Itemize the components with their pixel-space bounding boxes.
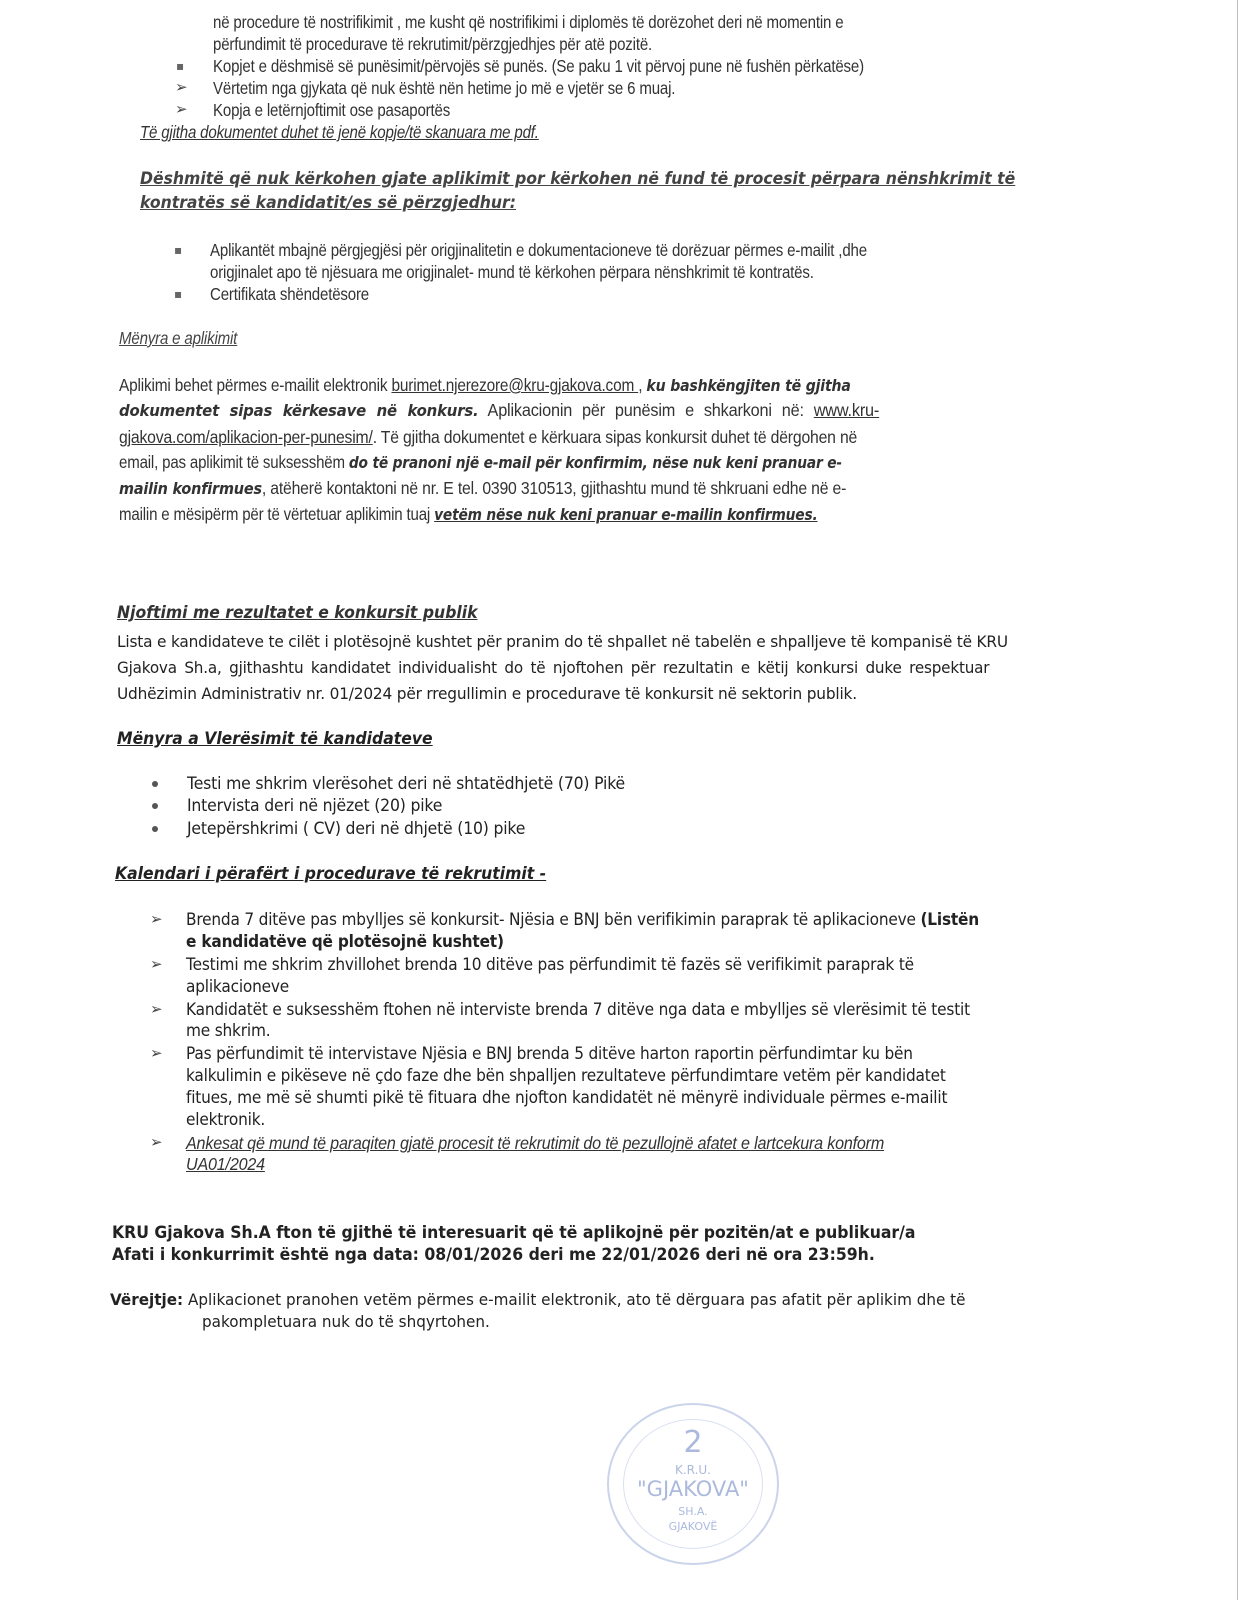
text: mailin e mësipërm për të vërtetuar aplikimin tuaj <box>119 504 435 524</box>
arrow-bullet-icon: ➢ <box>150 955 163 973</box>
list-item-continuation: e kandidatëve që plotësojnë kushtet) <box>186 932 504 951</box>
documents-note: Të gjitha dokumentet duhet të jenë kopje/të skanuara me pdf. <box>140 122 539 142</box>
section-heading: Mënyra e aplikimit <box>119 328 238 348</box>
scan-edge-line <box>1237 0 1238 1600</box>
emphasis-text: ku bashkëngjiten të gjitha <box>646 376 851 395</box>
list-item-continuation: elektronik. <box>186 1110 266 1129</box>
list-item-continuation: UA01/2024 <box>186 1154 265 1174</box>
list-item-continuation: fitues, me më së shumti pikë të fituara dhe njofton kandidatët në mënyrë individuale përmes e-mailit <box>186 1088 948 1107</box>
list-item: Kandidatët e suksesshëm ftohen në interviste brenda 7 ditëve nga data e mbylljes së vlerësimit të testit <box>186 1000 970 1019</box>
emphasis-text: (Listën <box>920 910 980 929</box>
dot-bullet-icon <box>152 781 158 787</box>
text: , <box>638 375 647 395</box>
text: , atëherë kontaktoni në nr. E tel. 0390 310513, gjithashtu mund të shkruani edhe në e- <box>261 478 847 498</box>
list-item: Aplikantët mbajnë përgjegjësi për origjinalitetin e dokumentacioneve të dorëzuar përmes e-mailit ,dhe <box>210 240 867 260</box>
section-heading: Mënyra a Vlerësimit të kandidateve <box>117 729 433 749</box>
paragraph-line <box>119 400 879 421</box>
list-item: Vërtetim nga gjykata që nuk është nën hetime jo më e vjetër se 6 muaj. <box>213 78 676 98</box>
arrow-bullet-icon: ➢ <box>150 1133 163 1151</box>
list-item: Jetepërshkrimi ( CV) deri në dhjetë (10) pike <box>187 819 526 838</box>
dot-bullet-icon <box>152 826 158 832</box>
section-heading: Njoftimi me rezultatet e konkursit publik <box>117 603 478 623</box>
application-deadline <box>112 1245 875 1264</box>
paragraph-line <box>119 478 846 499</box>
list-item: origjinalet apo të njësuara me origjinalet- mund të kërkohen përpara nënshkrimit të kontratës. <box>210 262 814 282</box>
paragraph-line: Gjakova Sh.a, gjithashtu kandidatet individualisht do të njoftohen për rezultatin e këtij konkursi duke respektuar <box>117 658 990 677</box>
list-item: Testimi me shkrim zhvillohet brenda 10 ditëve pas përfundimit të fazës së verifikimit paraprak të <box>186 955 914 974</box>
stamp-text: "GJAKOVA" <box>637 1477 749 1501</box>
list-item: Ankesat që mund të paraqiten gjatë procesit të rekrutimit do të pezullojnë afatet e lartcekura konform <box>186 1133 885 1153</box>
arrow-bullet-icon: ➢ <box>175 100 188 118</box>
paragraph-line <box>119 504 818 525</box>
dot-bullet-icon <box>152 803 158 809</box>
list-item-continuation: me shkrim. <box>186 1021 271 1040</box>
text: deri me <box>523 1245 602 1264</box>
arrow-bullet-icon: ➢ <box>150 910 163 928</box>
paragraph-line <box>119 427 857 448</box>
square-bullet-icon: ▪ <box>176 59 185 73</box>
text: . Të gjitha dokumentet e kërkuara sipas konkursit duhet të dërgohen në <box>372 427 858 447</box>
text: Aplikacionin për punësim e shkarkoni në: <box>478 400 814 420</box>
list-item: Certifikata shëndetësore <box>210 284 370 304</box>
date-to: 22/01/2026 <box>601 1245 701 1264</box>
text: email, pas aplikimit të suksesshëm <box>119 452 349 472</box>
paragraph-line <box>119 452 842 473</box>
list-item: Intervista deri në njëzet (20) pike <box>187 796 443 815</box>
list-item-continuation: kalkulimin e pikëseve në çdo faze dhe bën shpalljen rezultateve përfundimtare vetëm për kandidatet <box>186 1066 946 1085</box>
email-link[interactable]: burimet.njerezore@kru-gjakova.com <box>391 375 639 395</box>
text: Afati i konkurrimit është nga data: <box>112 1245 425 1264</box>
date-from: 08/01/2026 <box>424 1245 524 1264</box>
list-item: Kopja e letërnjoftimit ose pasaportës <box>213 100 451 120</box>
remark-label: Vërejtje: <box>110 1290 184 1309</box>
text: Brenda 7 ditëve pas mbylljes së konkursit- Njësia e BNJ bën verifikimin paraprak të aplikacioneve <box>186 910 921 929</box>
square-bullet-icon: ▪ <box>174 287 183 301</box>
stamp-number: 2 <box>683 1425 703 1460</box>
emphasis-text: dokumentet sipas kërkesave në konkurs. <box>119 401 479 420</box>
stamp-text: SH.A. <box>678 1505 708 1518</box>
company-stamp <box>607 1403 779 1565</box>
list-item: Pas përfundimit të intervistave Njësia e BNJ brenda 5 ditëve harton raportin përfundimtar ku bën <box>186 1044 913 1063</box>
list-item: Kopjet e dëshmisë së punësimit/përvojës së punës. (Se paku 1 vit përvoj pune në fushën përkatëse) <box>213 56 864 76</box>
section-heading: Dëshmitë që nuk kërkohen gjate aplikimit por kërkohen në fund të procesit përpara nënshkrimit të <box>140 169 1016 189</box>
text: Aplikimi behet përmes e-mailit elektronik <box>119 375 392 395</box>
arrow-bullet-icon: ➢ <box>150 1044 163 1062</box>
emphasis-text: mailin konfirmues <box>119 479 262 498</box>
emphasis-text: vetëm nëse nuk keni pranuar e-mailin konfirmues. <box>434 505 818 524</box>
stamp-text: GJAKOVË <box>668 1520 718 1533</box>
remark-line: pakompletuara nuk do të shqyrtohen. <box>202 1312 490 1331</box>
website-link[interactable]: www.kru- <box>813 400 880 420</box>
emphasis-text: do të pranoni një e-mail për konfirmim, nëse nuk keni pranuar e- <box>348 453 842 472</box>
paragraph-line: Udhëzimin Administrativ nr. 01/2024 për rregullimin e procedurave të konkursit në sektorin publik. <box>117 684 857 703</box>
website-link[interactable]: gjakova.com/aplikacion-per-punesim/ <box>119 427 373 447</box>
text: Aplikacionet pranohen vetëm përmes e-mailit elektronik, ato të dërguara pas afatit për aplikim dhe të <box>183 1290 966 1309</box>
closing-invitation: KRU Gjakova Sh.A fton të gjithë të interesuarit që të aplikojnë për pozitën/at e publikuar/a <box>112 1223 916 1242</box>
paragraph-line: Lista e kandidateve te cilët i plotësojnë kushtet për pranim do të shpallet në tabelën e shpalljeve të kompanisë të KRU <box>117 632 1008 651</box>
remark-line <box>110 1290 966 1309</box>
text: deri në ora 23:59h. <box>700 1245 875 1264</box>
arrow-bullet-icon: ➢ <box>150 1000 163 1018</box>
paragraph-line <box>119 375 851 396</box>
paragraph-line: përfundimit të procedurave të rekrutimit/përzgjedhjes për atë pozitë. <box>213 34 653 54</box>
stamp-text: K.R.U. <box>674 1463 711 1477</box>
section-heading: kontratës së kandidatit/es së përzgjedhur: <box>140 193 517 213</box>
square-bullet-icon: ▪ <box>174 243 183 257</box>
paragraph-line: në procedure të nostrifikimit , me kusht që nostrifikimi i diplomës të dorëzohet deri në momentin e <box>213 12 844 32</box>
list-item <box>186 910 979 929</box>
arrow-bullet-icon: ➢ <box>175 78 188 96</box>
list-item-continuation: aplikacioneve <box>186 977 290 996</box>
section-heading: Kalendari i përafërt i procedurave të rekrutimit - <box>115 864 547 884</box>
list-item: Testi me shkrim vlerësohet deri në shtatëdhjetë (70) Pikë <box>187 774 626 793</box>
